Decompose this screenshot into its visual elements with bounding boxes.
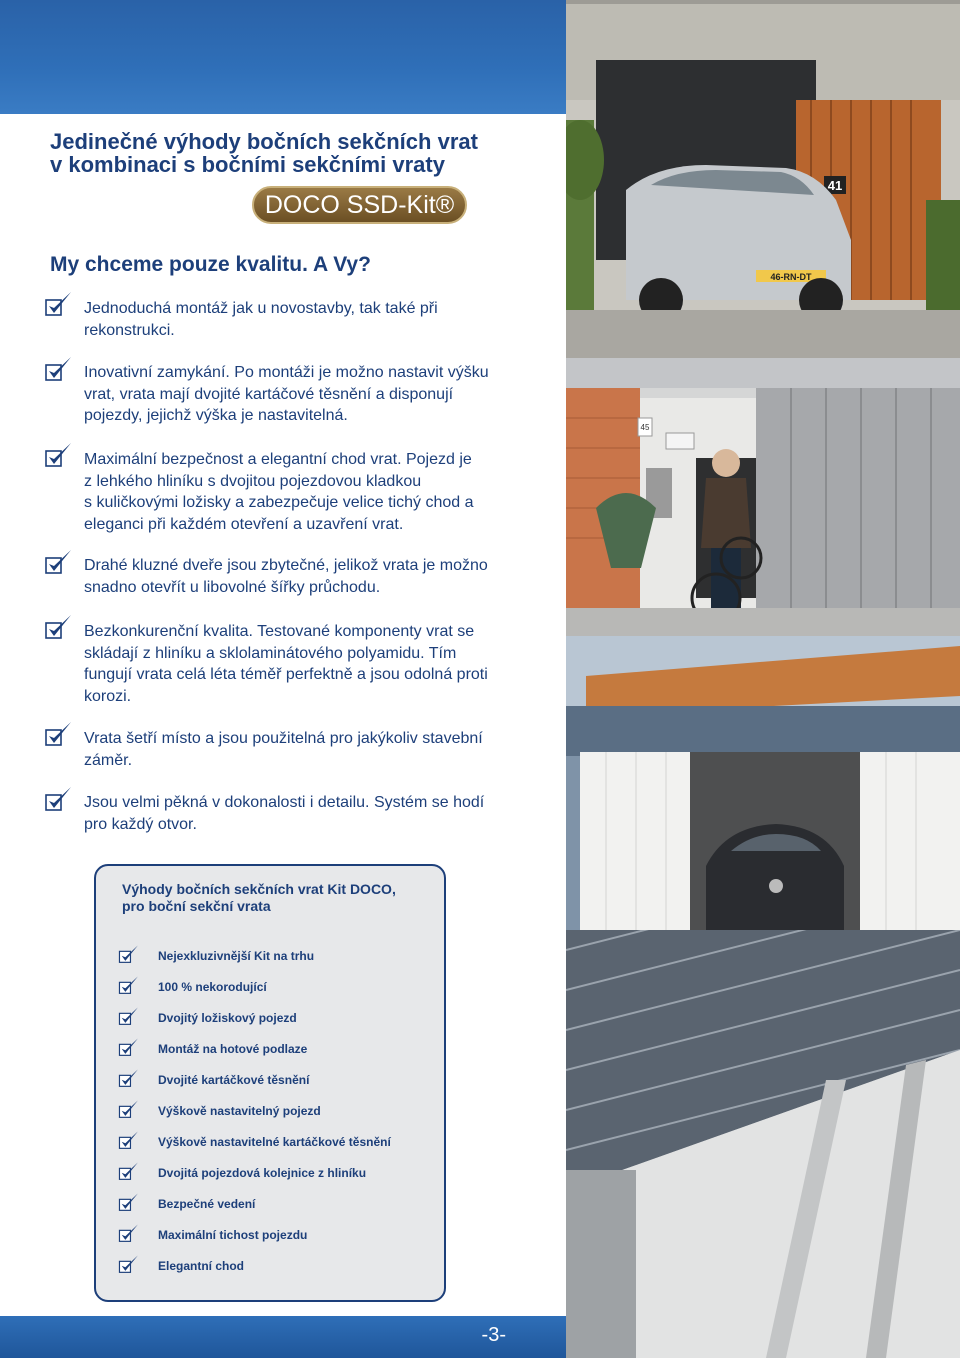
door-detail-image: [566, 930, 960, 1358]
bullet-line: Jsou velmi pěkná v dokonalosti i detailu. Systém se hodí: [84, 794, 485, 811]
top-blue-band: [0, 0, 566, 114]
house-number: 41: [827, 178, 843, 193]
house-car-image: [566, 0, 960, 358]
bullet-line: s kuličkovými ložisky a zabezpečuje velice tichý chod a: [84, 494, 474, 511]
checkmark-icon: [44, 441, 74, 471]
checkmark-icon: [118, 975, 140, 997]
checkmark-icon: [118, 1099, 140, 1121]
box-item-label: 100 % nekorodující: [158, 980, 267, 994]
box-item-label: Nejexkluzivnější Kit na trhu: [158, 949, 315, 963]
woman-bicycle-image: [566, 358, 960, 636]
advantages-box: [94, 864, 446, 1302]
checkmark-icon: [118, 1130, 140, 1152]
bullet-line: korozi.: [84, 687, 132, 705]
bullet-text: [84, 449, 514, 535]
title-line-2: v kombinaci s bočními sekčními vraty: [50, 152, 445, 177]
garage-car-image: [566, 636, 960, 930]
box-item-label: Dvojitý ložiskový pojezd: [158, 1011, 297, 1025]
bullet-text: [84, 362, 514, 427]
bullet-line: Drahé kluzné dveře jsou zbytečné, jelikož vrata je možno: [84, 557, 488, 574]
box-item-label: Maximální tichost pojezdu: [158, 1228, 308, 1242]
checkmark-icon: [118, 1192, 140, 1214]
box-title: [122, 881, 432, 915]
checkmark-icon: [44, 613, 74, 643]
bullet-line: snadno otevřít u libovolné šířky průchodu.: [84, 578, 381, 596]
doco-ssd-kit-badge: DOCO SSD-Kit®: [252, 186, 467, 224]
license-plate: 46-RN-DT: [770, 272, 812, 282]
bullet-text: [84, 555, 514, 598]
checkmark-icon: [118, 1037, 140, 1059]
bullet-line: pro každý otvor.: [84, 815, 197, 833]
box-title-line: pro boční sekční vrata: [122, 898, 271, 914]
photo-house-car: [566, 0, 960, 358]
box-item-label: Výškově nastavitelné kartáčkové těsnění: [158, 1135, 391, 1149]
checkmark-icon: [44, 355, 74, 385]
page-title: [50, 130, 530, 176]
checkmark-icon: [44, 785, 74, 815]
bullet-line: záměr.: [84, 751, 133, 769]
photo-garage-car: [566, 636, 960, 930]
photo-door-detail: [566, 930, 960, 1358]
bullet-text: [84, 621, 514, 707]
box-item-label: Dvojitá pojezdová kolejnice z hliníku: [158, 1166, 367, 1180]
bullet-line: rekonstrukci.: [84, 321, 175, 339]
subtitle: My chceme pouze kvalitu. A Vy?: [50, 253, 371, 276]
photo-woman-bicycle: [566, 358, 960, 636]
checkmark-icon: [118, 1161, 140, 1183]
checkmark-icon: [44, 548, 74, 578]
box-item-label: Dvojité kartáčkové těsnění: [158, 1073, 310, 1087]
bullet-line: vrat, vrata mají dvojité kartáčové těsnění a disponují: [84, 385, 454, 403]
bullet-line: Maximální bezpečnost a elegantní chod vrat. Pojezd je: [84, 451, 472, 468]
bullet-line: Inovativní zamykání. Po montáži je možno nastavit výšku: [84, 364, 489, 381]
checkmark-icon: [44, 290, 74, 320]
box-item-label: Elegantní chod: [158, 1259, 245, 1273]
checkmark-icon: [118, 1006, 140, 1028]
bullet-line: Vrata šetří místo a jsou použitelná pro jakýkoliv stavební: [84, 730, 483, 747]
bullet-line: eleganci při každém otevření a uzavření vrat.: [84, 515, 404, 533]
checkmark-icon: [44, 720, 74, 750]
bullet-line: skládají z hliníku a sklolaminátového polyamidu. Tím: [84, 644, 457, 662]
bullet-text: [84, 792, 514, 835]
title-line-1: Jedinečné výhody bočních sekčních vrat: [50, 129, 478, 154]
bottom-blue-band: [0, 1316, 566, 1358]
bullet-line: Bezkonkurenční kvalita. Testované komponenty vrat se: [84, 623, 475, 640]
bullet-text: [84, 728, 514, 771]
bullet-line: z lehkého hliníku s dvojitou pojezdovou kladkou: [84, 472, 422, 490]
checkmark-icon: [118, 944, 140, 966]
door-number: 45: [640, 423, 650, 432]
bullet-line: fungují vrata celá léta téměř perfektně a jsou odolná proti: [84, 666, 488, 683]
checkmark-icon: [118, 1223, 140, 1245]
bullet-text: [84, 298, 514, 341]
box-title-line: Výhody bočních sekčních vrat Kit DOCO,: [122, 881, 396, 897]
bullet-line: pojezdy, jejichž výška je nastavitelná.: [84, 407, 348, 424]
box-item-label: Výškově nastavitelný pojezd: [158, 1104, 321, 1118]
bullet-line: Jednoduchá montáž jak u novostavby, tak také při: [84, 300, 438, 317]
box-item-label: Montáž na hotové podlaze: [158, 1042, 308, 1056]
checkmark-icon: [118, 1254, 140, 1276]
checkmark-icon: [118, 1068, 140, 1090]
page-number: -3-: [481, 1324, 506, 1346]
box-item-label: Bezpečné vedení: [158, 1197, 256, 1211]
